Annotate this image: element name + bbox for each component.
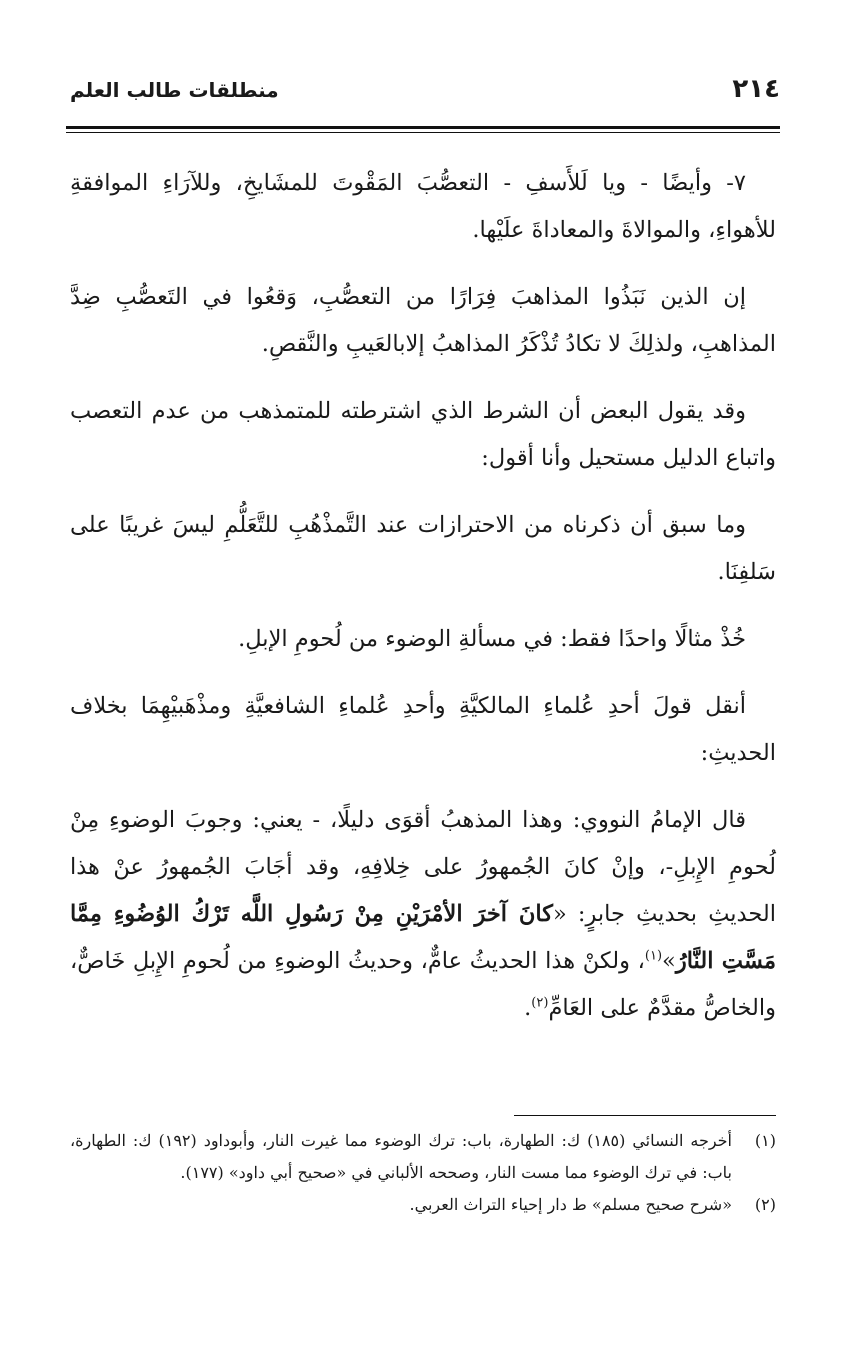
paragraph-precautions: وما سبق أن ذكرناه من الاحترازات عند التَّمذْهُبِ للتَّعَلُّمِ ليسَ غريبًا على سَلفِنَا. (70, 512, 776, 585)
running-header (66, 74, 780, 114)
paragraph-point-7: ٧- وأيضًا - ويا لَلأَسفِ - التعصُّبَ المَقْوتَ للمشَايخِ، وللآرَاءِ الموافقةِ للأهواءِ، والموالاةَ والمعاداةَ علَيْها. (70, 170, 776, 243)
footnotes (70, 1125, 776, 1221)
footnote-text: «شرح صحيح مسلم» ط دار إحياء التراث العربي. (409, 1195, 732, 1214)
paragraph-quote-intro: أنقل قولَ أحدِ عُلماءِ المالكيَّةِ وأحدِ عُلماءِ الشافعيَّةِ ومذْهَبيْهِمَا بخلاف الحديثِ: (70, 693, 776, 766)
quote-close: » (662, 948, 676, 974)
header-rule-thin (66, 132, 780, 133)
quote-end: . (524, 995, 532, 1021)
hadith-text: كانَ آخرَ الأمْرَيْنِ مِنْ رَسُولِ اللَّه تَرْكُ الوُضُوءِ مِمَّا مَسَّتِ النَّارُ (70, 901, 776, 974)
main-text (70, 160, 776, 1052)
book-title: منطلقات طالب العلم (70, 78, 279, 102)
paragraph-fanaticism: إن الذين نَبَذُوا المذاهبَ فِرَارًا من التعصُّبِ، وَقعُوا في التَعصُّبِ ضِدَّ المذاهبِ، ولذلِكَ لا تكادُ تُذْكَرُ المذاهبُ إلابالعَيبِ والنَّقصِ. (70, 284, 776, 357)
page-number: ٢١٤ (732, 74, 780, 104)
paragraph-nawawi-quote (70, 797, 776, 1032)
footnote-ref-1: (١) (644, 948, 663, 964)
header-rule-thick (66, 126, 780, 129)
footnote-1 (70, 1125, 776, 1189)
paragraph-objection: وقد يقول البعض أن الشرط الذي اشترطته للمتمذهب من عدم التعصب واتباع الدليل مستحيل وأنا أقول: (70, 398, 776, 471)
paragraph-example: خُذْ مثالًا واحدًا فقط: في مسألةِ الوضوء من لُحومِ الإبلِ. (238, 626, 746, 652)
quote-text-part: قال الإمامُ النووي: وهذا المذهبُ أقوَى دليلًا، - يعني: وجوبَ الوضوءِ مِنْ لُحومِ الإِبلِ-، وإنْ كانَ الجُمهورُ على خِلافِهِ، وقد أجَابَ الجُمهورُ عنْ هذا الحديثِ بحديثِ جابرٍ: « (70, 807, 776, 927)
footnote-text: أخرجه النسائي (١٨٥) ك: الطهارة، باب: ترك الوضوء مما غيرت النار، وأبوداود (١٩٢) ك: الطهارة، باب: في ترك الوضوء مما مست النار، وصححه الألباني في «صحيح أبي داود» (١٧٧). (70, 1131, 733, 1182)
footnote-number: (١) (754, 1131, 776, 1150)
footnote-separator (514, 1115, 776, 1116)
footnote-number: (٢) (754, 1195, 776, 1214)
footnote-ref-2: (٢) (531, 995, 549, 1011)
footnote-2 (70, 1189, 776, 1221)
quote-text-part: ، ولكنْ هذا الحديثُ عامٌّ، وحديثُ الوضوءِ من لُحومِ الإِبلِ خَاصٌّ، والخاصُّ مقدَّمٌ على العَامِّ (70, 948, 776, 1021)
